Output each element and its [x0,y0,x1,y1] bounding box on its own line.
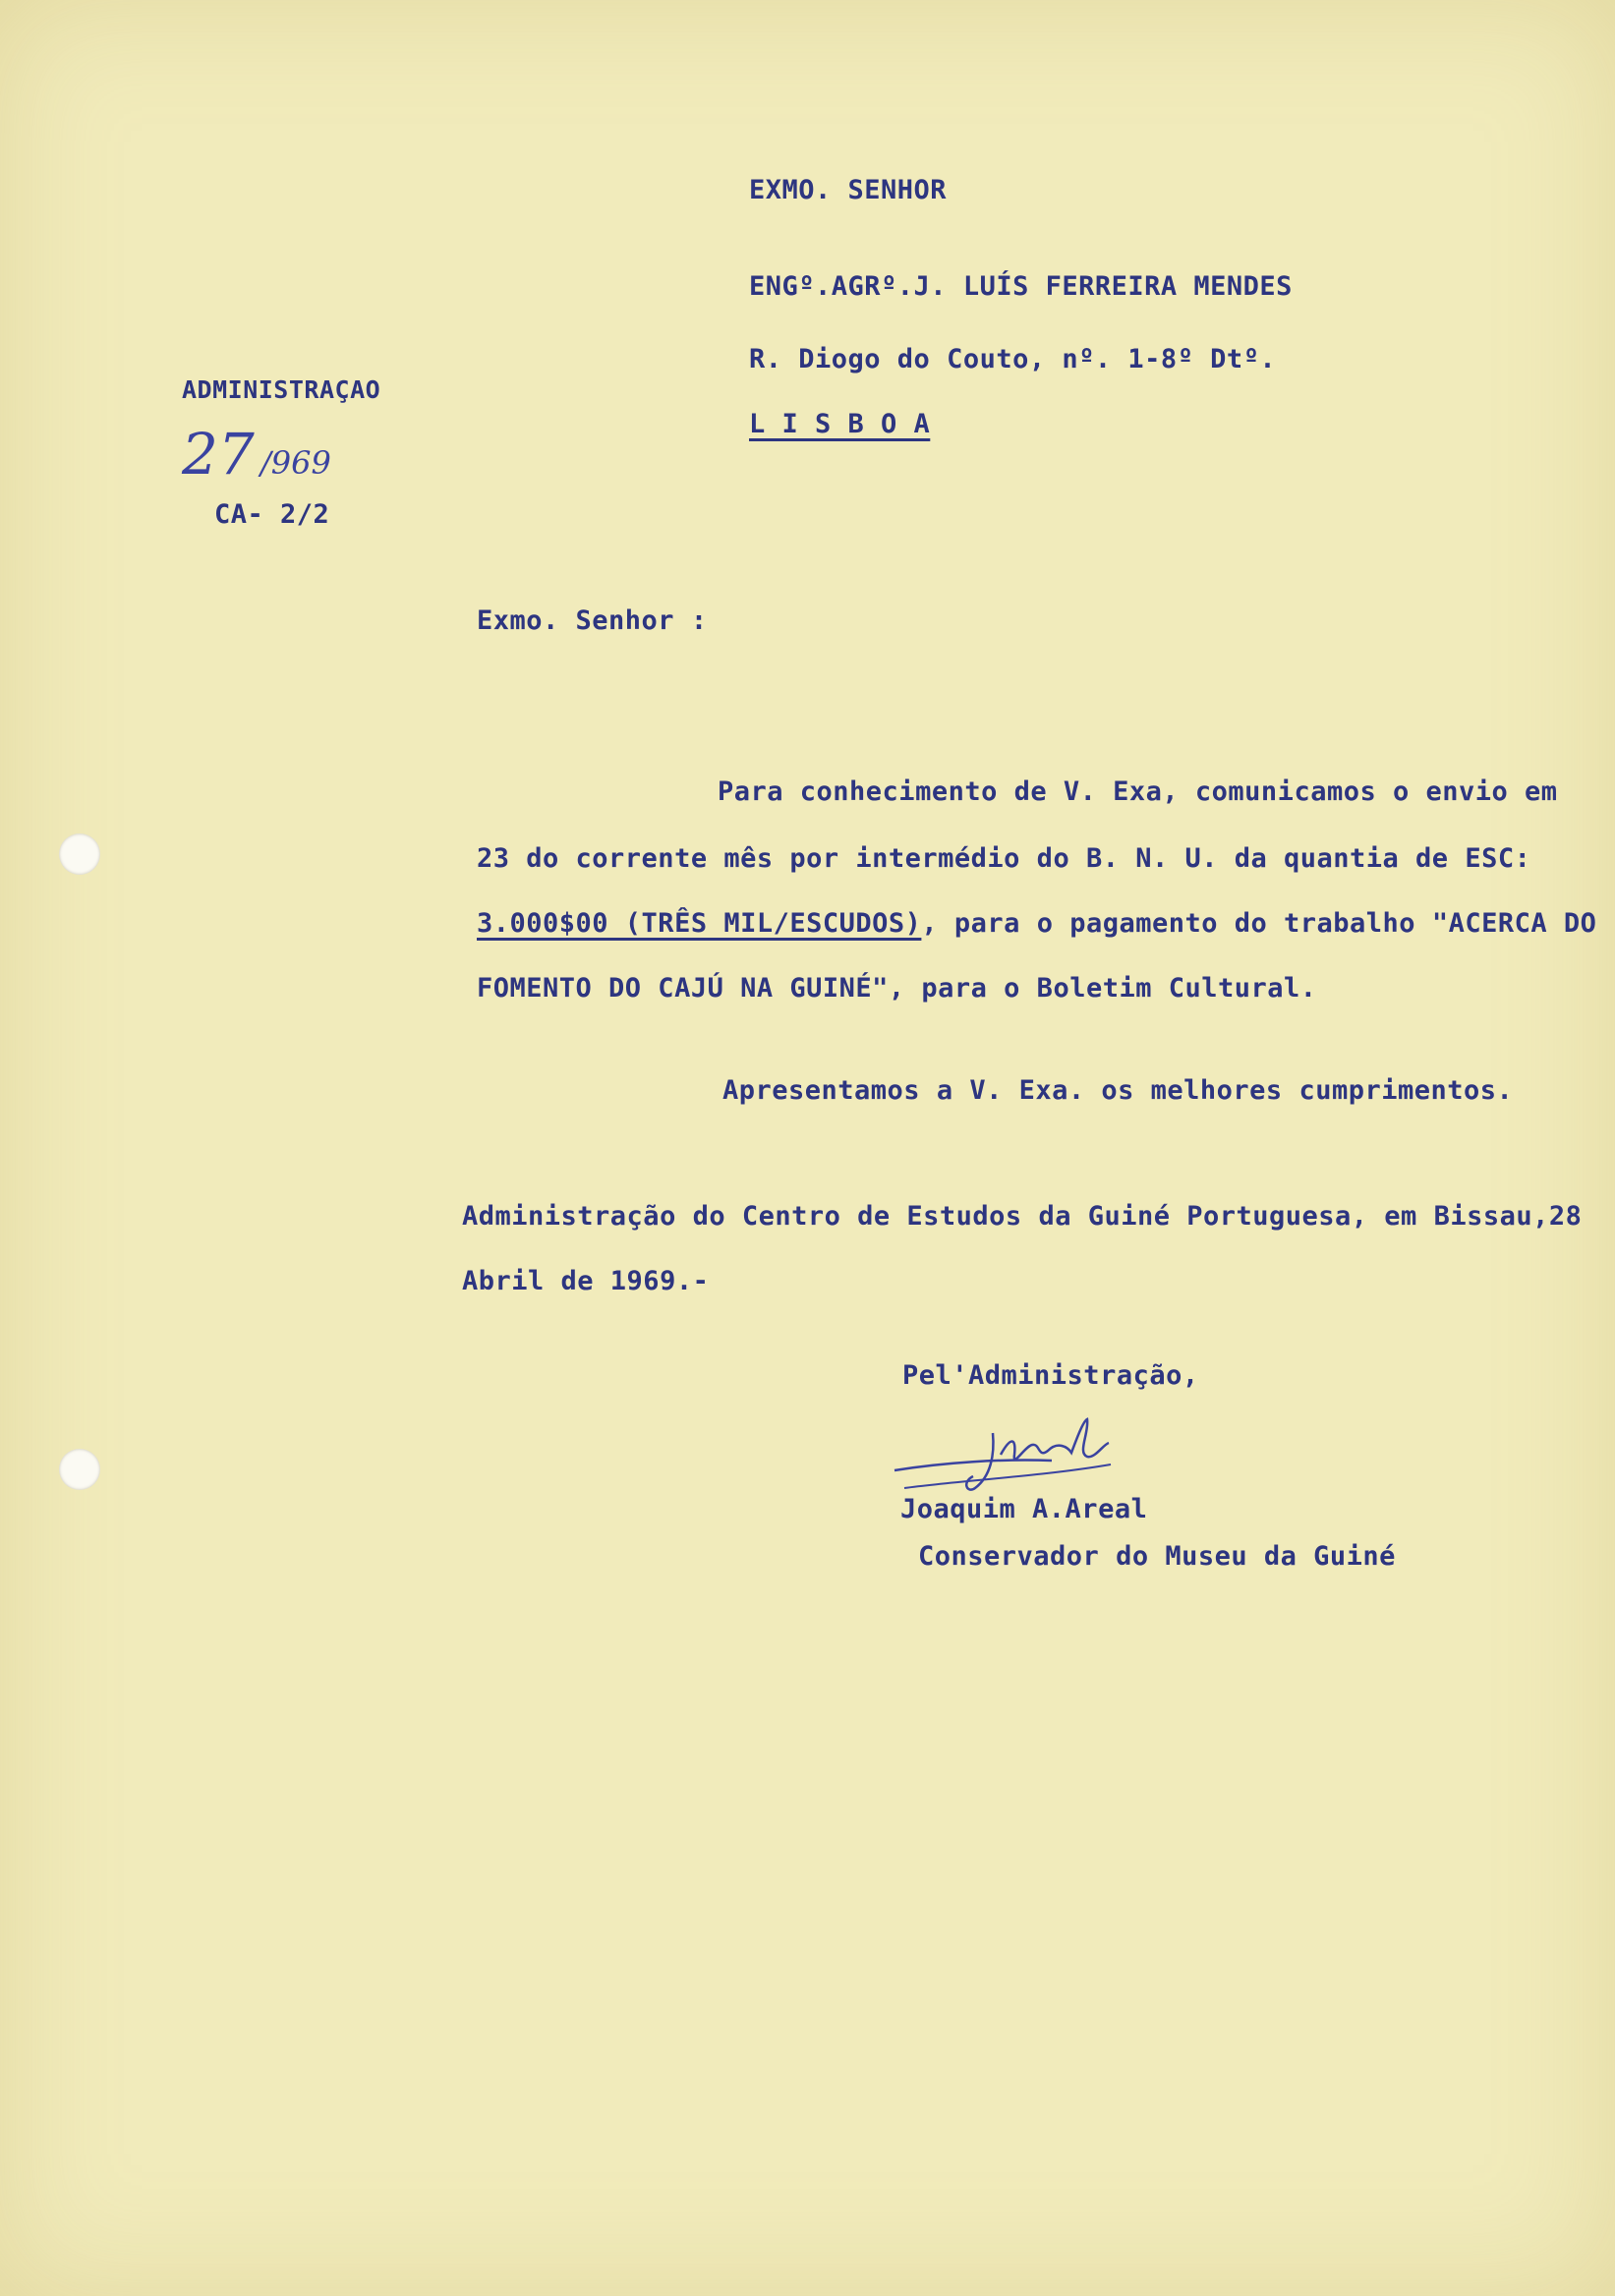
signatory-title: Conservador do Museu da Guiné [918,1541,1396,1572]
recipient-address: R. Diogo do Couto, nº. 1-8º Dtº. [749,344,1277,374]
body-line-3-rest: , para o pagamento do trabalho "ACERCA DO [921,908,1597,939]
payment-amount: 3.000$00 (TRÊS MIL/ESCUDOS) [477,908,922,939]
body-line-2: 23 do corrente mês por intermédio do B. N. U. da quantia de ESC: [477,843,1531,874]
place-date-line-1: Administração do Centro de Estudos da Guiné Portuguesa, em Bissau,28 [462,1201,1583,1232]
on-behalf-line: Pel'Administração, [902,1360,1199,1391]
reference-number-handwritten: 27 [182,421,255,488]
recipient-name: ENGº.AGRº.J. LUÍS FERREIRA MENDES [749,271,1293,302]
punch-hole-bottom [59,1449,100,1490]
recipient-salutation: EXMO. SENHOR [749,175,948,205]
reference-department: ADMINISTRAÇAO [182,375,381,404]
reference-code: CA- 2/2 [214,499,330,530]
reference-year: /969 [260,444,331,482]
punch-hole-top [59,833,100,875]
body-line-1: Para conhecimento de V. Exa, comunicamos o envio em [718,776,1558,807]
recipient-city: L I S B O A [749,409,931,439]
signatory-name: Joaquim A.Areal [900,1494,1148,1524]
greeting: Exmo. Senhor : [477,605,708,636]
body-line-3 [477,908,1596,939]
place-date-line-2: Abril de 1969.- [462,1266,710,1296]
closing-line: Apresentamos a V. Exa. os melhores cumprimentos. [722,1075,1514,1106]
body-line-4: FOMENTO DO CAJÚ NA GUINÉ", para o Boletim Cultural. [477,973,1317,1004]
